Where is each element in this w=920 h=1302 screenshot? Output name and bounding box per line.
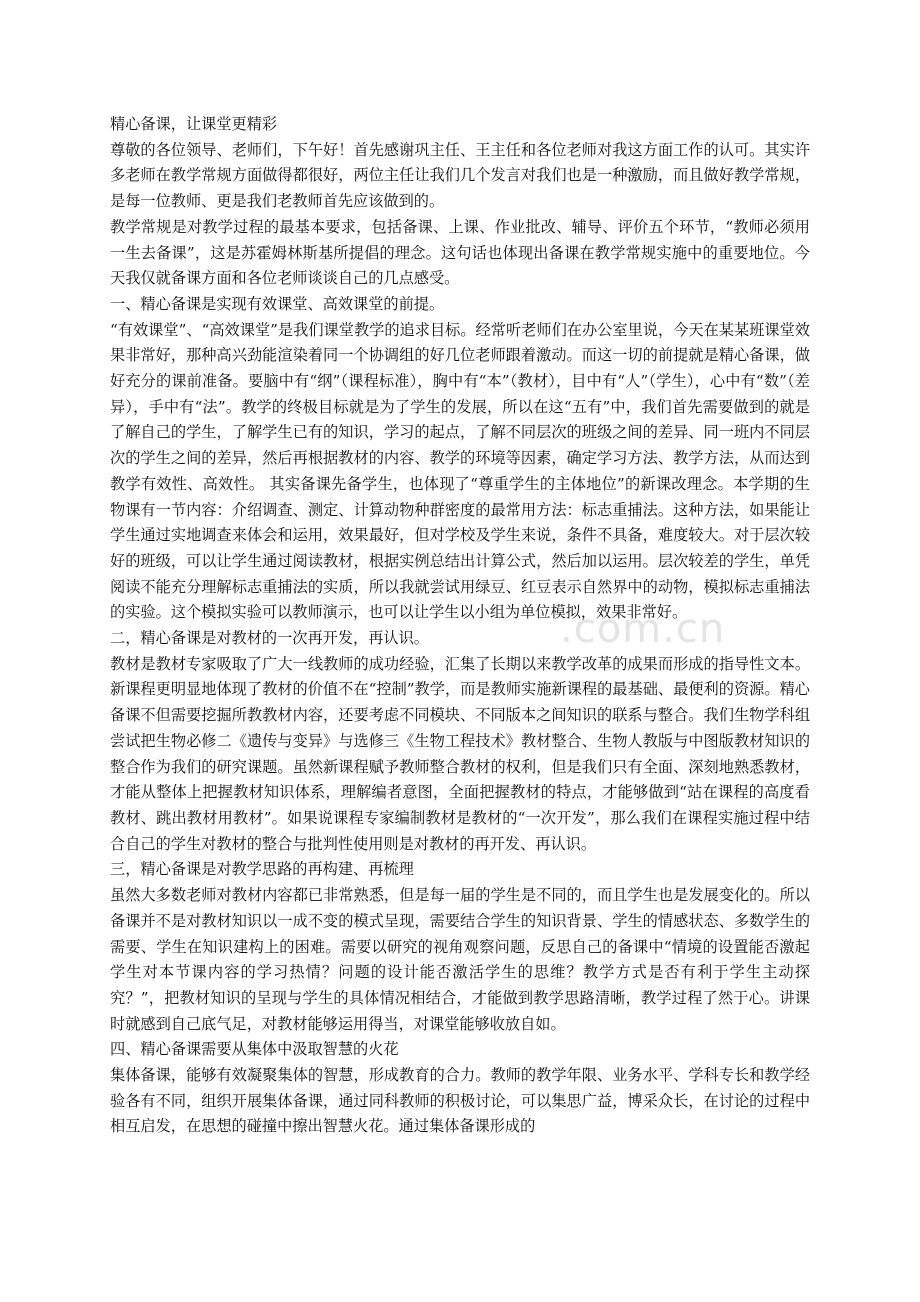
paragraph-intro: 教学常规是对教学过程的最基本要求，包括备课、上课、作业批改、辅导、评价五个环节，“教师必须用一生去备课”，这是苏霍姆林斯基所提倡的理念。这句话也体现出备课在教学常规实施中的重要地位。今天我仅就备课方面和各位老师谈谈自己的几点感受。 (110, 217, 810, 288)
paragraph-section-4: 集体备课，能够有效凝聚集体的智慧，形成教育的合力。教师的教学年限、业务水平、学科专长和教学经验各有不同，组织开展集体备课，通过同科教师的积极讨论，可以集思广益，博采众长，在讨论的过程中相互启发，在思想的碰撞中擦出智慧火花。通过集体备课形成的 (110, 1066, 810, 1136)
section-heading-3: 三，精心备课是对教学思路的再构建、再梳理 (110, 860, 414, 879)
document-title: 精心备课，让课堂更精彩 (110, 115, 278, 133)
watermark-text: .com.cn (560, 606, 726, 652)
document-body (110, 112, 810, 1140)
paragraph-greeting: 尊敬的各位领导、老师们，下午好！首先感谢巩主任、王主任和各位老师对我这方面工作的认可。其实许多老师在教学常规方面做得都很好，两位主任让我们几个发言对我们也是一种激励，而且做好教学常规，是每一位教师、更是我们老教师首先应该做到的。 (110, 140, 810, 211)
section-heading-2: 二，精心备课是对教材的一次再开发，再认识。 (110, 629, 429, 648)
section-heading-4: 四、精心备课需要从集体中汲取智慧的火花 (110, 1040, 399, 1059)
paragraph-section-2: 教材是教材专家吸取了广大一线教师的成功经验，汇集了长期以来教学改革的成果而形成的指导性文本。新课程更明显地体现了教材的价值不在“控制”教学，而是教师实施新课程的最基础、最便利的资源。精心备课不但需要挖掘所教教材内容，还要考虑不同模块、不同版本之间知识的联系与整合。我们生物学科组尝试把生物必修二《遗传与变异》与选修三《生物工程技术》教材整合、生物人教版与中图版教材知识的整合作为我们的研究课题。虽然新课程赋予教师整合教材的权利，但是我们只有全面、深刻地熟悉教材，才能从整体上把握教材知识体系，理解编者意图，全面把握教材的特点，才能够做到“站在课程的高度看教材、跳出教材用教材”。如果说课程专家编制教材是教材的“一次开发”，那么我们在课程实施过程中结合自己的学生对教材的整合与批判性使用则是对教材的再开发、再认识。 (110, 654, 810, 853)
paragraph-section-1: “有效课堂”、“高效课堂”是我们课堂教学的追求目标。经常听老师们在办公室里说，今天在某某班课堂效果非常好，那种高兴劲能渲染着同一个协调组的好几位老师跟着激动。而这一切的前提就是精心备课，做好充分的课前准备。要脑中有“纲”（课程标准），胸中有“本”（教材），目中有“人”（学生），心中有“数”（差异），手中有“法”。教学的终极目标就是为了学生的发展，所以在这“五有”中，我们首先需要做到的就是了解自己的学生，了解学生已有的知识，学习的起点，了解不同层次的班级之间的差异、同一班内不同层次的学生之间的差异，然后再根据教材的内容、教学的环境等因素，确定学习方法、教学方法，从而达到教学有效性、高效性。 其实备课先备学生，也体现了“尊重学生的主体地位”的新课改理念。本学期的生物课有一节内容：介绍调查、测定、计算动物种群密度的最常用方法：标志重捕法。这种方法，如果能让学生通过实地调查来体会和运用，效果最好，但对学校及学生来说，条件不具备，难度较大。对于层次较好的班级，可以让学生通过阅读教材，根据实例总结出计算公式，然后加以运用。层次较差的学生，单凭阅读不能充分理解标志重捕法的实质，所以我就尝试用绿豆、红豆表示自然界中的动物，模拟标志重捕法的实验。这个模拟实验可以教师演示，也可以让学生以小组为单位模拟，效果非常好。 (110, 320, 810, 622)
paragraph-section-3: 虽然大多数老师对教材内容都已非常熟悉，但是每一届的学生是不同的，而且学生也是发展变化的。所以备课并不是对教材知识以一成不变的模式呈现，需要结合学生的知识背景、学生的情感状态、多数学生的需要、学生在知识建构上的困难。需要以研究的视角观察问题，反思自己的备课中“情境的设置能否激起学生对本节课内容的学习热情？问题的设计能否激活学生的思维？教学方式是否有利于学生主动探究？”，把教材知识的呈现与学生的具体情况相结合，才能做到教学思路清晰，教学过程了然于心。讲课时就感到自己底气足，对教材能够运用得当，对课堂能够收放自如。 (110, 886, 810, 1033)
section-heading-1: 一、精心备课是实现有效课堂、高效课堂的前提。 (110, 294, 445, 313)
